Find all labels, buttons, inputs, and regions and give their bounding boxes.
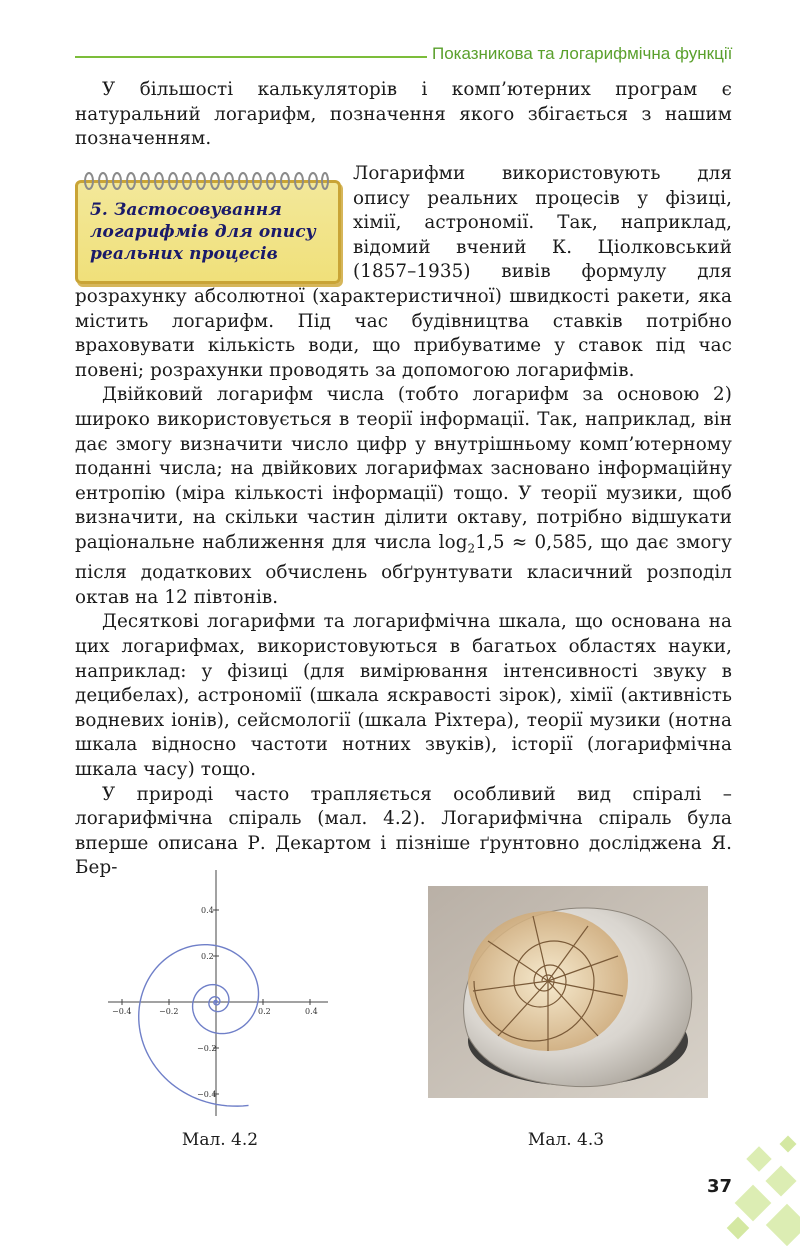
paragraph-1 xyxy=(75,78,732,152)
spiral-curve xyxy=(139,945,259,1106)
text-run: Двійковий логарифм числа (тобто логарифм за основою 2) широко використовується в теорії інформації. Так, наприклад, він дає змогу визначити число цифр у внутрішньому комп’ютерному поданні числа; на двійкових логарифмах засновано інформаційну ентропію (міра кількості інформації) тощо. У теорії музики, щоб визначити, на скільки частин ділити октаву, потрібно відшукати раціональне наближення для числа xyxy=(75,384,732,553)
y-tick-label: −0.2 xyxy=(197,1044,217,1053)
y-tick-label: 0.2 xyxy=(201,952,214,961)
y-tick-label: −0.4 xyxy=(197,1090,217,1099)
x-tick-label: 0.2 xyxy=(258,1007,271,1016)
paragraph-text: Логарифми використовують для опису реальних процесів у фізиці, хімії, астрономії. Так, наприклад, відомий вчений К. Ціолковський (1857–1935) вивів формулу для розрахунку абсолютної (характеристичної) швидкості ракети, яка містить логарифм. Під час будівництва ставків потрібно враховувати кількість води, що прибуватиме у ставок під час повені; розрахунки проводять за допомогою логарифмів. xyxy=(75,163,732,381)
figure-caption: Мал. 4.3 xyxy=(527,1130,605,1150)
x-tick-label: −0.2 xyxy=(159,1007,179,1016)
nautilus-shell-image xyxy=(428,886,708,1098)
main-text-block xyxy=(75,162,732,881)
section-title-line: логарифмів для опису xyxy=(90,222,316,242)
math-log: log xyxy=(438,531,468,553)
header-rule xyxy=(75,56,427,58)
figure-caption: Мал. 4.2 xyxy=(181,1130,259,1150)
page-number: 37 xyxy=(706,1176,732,1197)
running-header: Показникова та логарифмічна функції xyxy=(432,44,733,63)
section-title xyxy=(90,199,328,265)
notepad-card xyxy=(75,180,341,284)
spiral-plot xyxy=(100,866,340,1118)
x-tick-label: 0.4 xyxy=(305,1007,318,1016)
figure-nautilus-photo xyxy=(428,886,708,1098)
section-title-line: 5. Застосовування xyxy=(90,200,282,220)
section-heading-box xyxy=(75,170,337,278)
math-subscript: 2 xyxy=(467,541,476,556)
paragraph-text: У природі часто трапляється особливий вид спіралі – логарифмічна спіраль (мал. 4.2). Логарифмічна спіраль була вперше описана Р. Декартом і пізніше ґрунтовно досліджена Я. Бер- xyxy=(75,783,732,879)
paragraph-text: У більшості калькуляторів і комп’ютерних програм є натуральний логарифм, позначення якого збігається з нашим позначенням. xyxy=(75,79,732,150)
paragraph-text xyxy=(75,383,732,610)
x-tick-label: −0.4 xyxy=(112,1007,132,1016)
y-tick-label: 0.4 xyxy=(201,906,214,915)
paragraph-text: Десяткові логарифми та логарифмічна шкала, що основана на цих логарифмах, використовуються в багатьох областях науки, наприклад: у фізиці (для вимірювання інтенсивності звуку в децибелах), астрономії (шкала яскравості зірок), хімії (активність водневих іонів), сейсмології (шкала Ріхтера), теорії музики (нотна шкала відносно частоти нотних звуків), історії (логарифмічна шкала часу) тощо. xyxy=(75,611,732,780)
text-run: 1,5 ≈ 0,585, що дає змогу після додаткових обчислень обґрунтувати класичний розподіл октав на 12 півтонів. xyxy=(75,531,732,608)
spiral-binding-icon xyxy=(83,170,329,192)
section-title-line: реальних процесів xyxy=(90,244,278,264)
figure-spiral-plot xyxy=(100,866,340,1118)
